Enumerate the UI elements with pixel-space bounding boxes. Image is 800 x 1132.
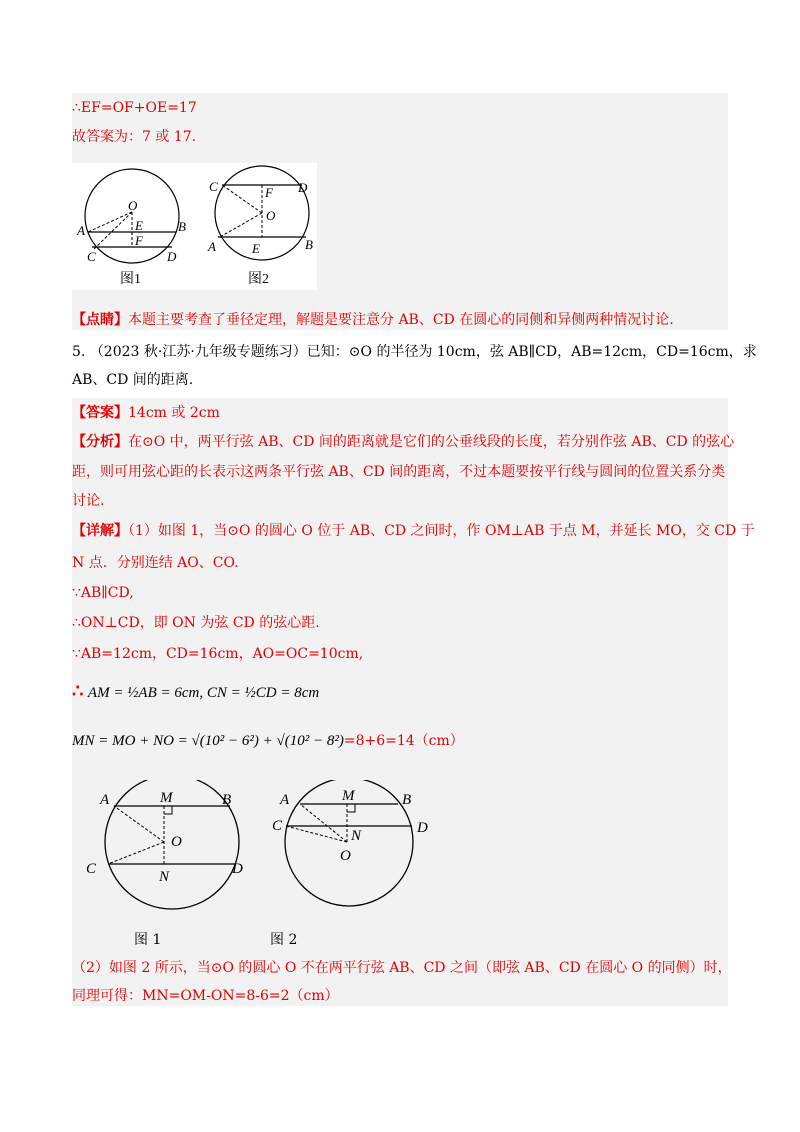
svg-text:N: N [351, 828, 362, 844]
svg-text:D: D [298, 180, 308, 195]
svg-text:O: O [128, 198, 138, 213]
formula-am-cn: AM = ½AB = 6cm, CN = ½CD = 8cm [87, 685, 320, 701]
svg-text:A: A [100, 792, 110, 808]
svg-text:F: F [265, 185, 273, 200]
svg-text:C: C [272, 818, 283, 834]
svg-text:D: D [167, 249, 177, 264]
svg-text:N: N [159, 869, 170, 885]
detail-line7 [72, 727, 464, 755]
svg-text:O: O [266, 208, 276, 223]
question-text1: 已知：⊙O 的半径为 10cm，弦 AB∥CD，AB=12cm，CD=16cm，求 [306, 344, 757, 360]
detail-tag: 【详解】 [72, 523, 128, 539]
line-answer-7-or-17: 故答案为：7 或 17. [72, 129, 197, 145]
detail-line5: ∵AB=12cm，CD=16cm，AO=OC=10cm, [72, 646, 364, 662]
question-5-line1 [72, 342, 757, 362]
detail-line9: 同理可得：MN=OM-ON=8-6=2（cm） [72, 988, 339, 1004]
detail-line3: ∵AB∥CD, [72, 585, 134, 601]
figure-bottom-svg [84, 780, 454, 915]
svg-text:C: C [209, 179, 218, 194]
svg-text:E: E [252, 241, 260, 256]
therefore-symbol: ∴ [72, 681, 84, 702]
analysis-line3: 讨论. [72, 493, 105, 509]
svg-text:B: B [222, 792, 232, 808]
detail-line6 [72, 678, 319, 707]
svg-text:B: B [402, 792, 412, 808]
svg-text:B: B [178, 219, 186, 234]
svg-text:D: D [232, 861, 243, 877]
svg-text:O: O [340, 848, 351, 864]
detail-line1 [72, 521, 755, 541]
svg-text:B: B [305, 237, 313, 252]
figure-bottom-pair [84, 780, 454, 915]
line-ef-equals: ∴EF=OF+OE=17 [72, 100, 197, 116]
svg-text:A: A [208, 239, 216, 254]
svg-text:M: M [160, 790, 173, 806]
svg-text:M: M [342, 788, 355, 804]
dianjing-line [72, 310, 674, 330]
svg-text:E: E [135, 218, 143, 233]
bottom-fig2-caption: 图 2 [270, 932, 298, 948]
dianjing-text: 本题主要考查了垂径定理，解题是要注意分 AB、CD 在圆心的同侧和异侧两种情况讨论. [128, 312, 674, 328]
svg-text:C: C [86, 861, 97, 877]
answer-line [72, 403, 220, 423]
svg-text:D: D [417, 820, 428, 836]
top-fig2-caption: 图2 [248, 272, 269, 287]
svg-text:A: A [280, 792, 290, 808]
bottom-fig1-caption: 图 1 [134, 932, 162, 948]
svg-text:O: O [171, 834, 182, 850]
analysis-line1 [72, 432, 734, 452]
figure-top-pair [72, 163, 317, 290]
analysis-tag: 【分析】 [72, 434, 128, 450]
detail-line2: N 点．分别连结 AO、CO. [72, 555, 239, 571]
top-fig1-caption: 图1 [120, 272, 141, 287]
detail-line8: （2）如图 2 所示，当⊙O 的圆心 O 不在两平行弦 AB、CD 之间（即弦 AB、CD 在圆心 O 的同侧）时， [72, 960, 732, 976]
answer-text: 14cm 或 2cm [128, 405, 220, 421]
detail-text1: （1）如图 1，当⊙O 的圆心 O 位于 AB、CD 之间时，作 OM⊥AB 于点 M，并延长 MO，交 CD 于 [128, 523, 755, 539]
detail-line4: ∴ON⊥CD，即 ON 为弦 CD 的弦心距. [72, 615, 320, 631]
analysis-line2: 距，则可用弦心距的长表示这两条平行弦 AB、CD 间的距离，不过本题要按平行线与圆间的位置关系分类 [72, 464, 726, 480]
question-5-line2: AB、CD 间的距离. [72, 372, 194, 388]
svg-text:F: F [135, 233, 143, 248]
answer-tag: 【答案】 [72, 405, 128, 421]
formula-mn: MN = MO + NO = √(10² − 6²) + √(10² − 8²) [72, 733, 344, 749]
question-source: （2023 秋·江苏·九年级专题练习） [89, 344, 307, 360]
analysis-text1: 在⊙O 中，两平行弦 AB、CD 间的距离就是它们的公垂线段的长度，若分别作弦 AB、CD 的弦心 [128, 434, 735, 450]
dianjing-tag: 【点睛】 [72, 312, 128, 328]
svg-text:A: A [77, 223, 85, 238]
figure-top-svg [72, 163, 317, 290]
question-number: 5. [72, 344, 86, 360]
svg-text:C: C [87, 249, 96, 264]
formula-mn-result: =8+6=14（cm） [343, 733, 464, 749]
